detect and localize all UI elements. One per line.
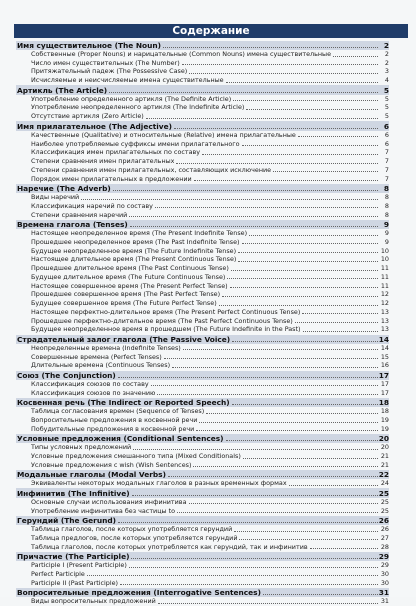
dot-leader bbox=[87, 575, 378, 576]
toc-entry-title: Participle II (Past Participle) bbox=[31, 578, 119, 587]
dot-leader bbox=[164, 358, 378, 359]
toc-entry-title: Наречие (The Adverb) bbox=[17, 183, 111, 193]
toc-subsection-row bbox=[16, 157, 389, 166]
dot-leader bbox=[238, 261, 378, 262]
toc-entry-title: Число имен существительных (The Number) bbox=[31, 58, 180, 67]
dot-leader bbox=[151, 385, 378, 386]
toc-subsection-row bbox=[16, 597, 389, 606]
dot-leader bbox=[168, 476, 378, 477]
toc-entry-title: Виды вопросительных предложений bbox=[31, 597, 156, 606]
dot-leader bbox=[189, 503, 379, 504]
toc-subsection-row bbox=[16, 443, 389, 452]
toc-page-number: 27 bbox=[380, 533, 389, 542]
dot-leader bbox=[81, 199, 378, 200]
toc-section-row bbox=[16, 371, 389, 380]
toc-page-number: 7 bbox=[384, 148, 389, 157]
toc-subsection-row bbox=[16, 290, 389, 299]
toc-page-number: 18 bbox=[380, 407, 389, 416]
toc-entry-title: Таблица глаголов, после которых употребляется герундий bbox=[31, 525, 233, 534]
toc-subsection-row bbox=[16, 344, 389, 353]
toc-page-number: 20 bbox=[378, 434, 389, 444]
dot-leader bbox=[233, 100, 378, 101]
toc-entry-title: Модальные глаголы (Modal Verbs) bbox=[17, 470, 166, 480]
toc-section-row bbox=[16, 184, 389, 193]
toc-subsection-row bbox=[16, 578, 389, 587]
toc-entry-title: Классификация союзов по составу bbox=[31, 379, 149, 388]
toc-entry-title: Настоящее перфектно-длительное время (The Present Perfect Continuous Tense) bbox=[31, 307, 301, 316]
dot-leader bbox=[242, 243, 378, 244]
toc-entry-title: Косвенная речь (The Indirect or Reported Speech) bbox=[17, 398, 230, 407]
toc-page-number: 9 bbox=[384, 229, 389, 238]
toc-entry-title: Прошедшее длительное время (The Past Continuous Tense) bbox=[31, 264, 229, 273]
dot-leader bbox=[226, 82, 378, 83]
toc-page-number: 12 bbox=[380, 299, 389, 308]
toc-page-number: 21 bbox=[380, 460, 389, 469]
toc-page-number: 21 bbox=[380, 451, 389, 460]
toc-section-row bbox=[16, 398, 389, 407]
toc-entry-title: Порядок имен прилагательных в предложении bbox=[31, 174, 192, 183]
dot-leader bbox=[194, 180, 378, 181]
toc-page-number: 2 bbox=[384, 49, 389, 58]
toc-entry-title: Имя прилагательное (The Adjective) bbox=[17, 121, 172, 131]
dot-leader bbox=[157, 394, 378, 395]
toc-subsection-row bbox=[16, 325, 389, 334]
toc-entry-title: Виды наречий bbox=[31, 193, 80, 202]
toc-page-number: 19 bbox=[380, 415, 389, 424]
toc-entry-title: Основные случаи использования инфинитива bbox=[31, 497, 187, 506]
dot-leader bbox=[118, 522, 378, 523]
toc-page-number: 5 bbox=[384, 94, 389, 103]
toc-entry-title: Условные предложения с wish (Wish Sentences) bbox=[31, 460, 192, 469]
toc-subsection-row bbox=[16, 479, 389, 488]
dot-leader bbox=[227, 278, 378, 279]
toc-subsection-row bbox=[16, 174, 389, 183]
toc-subsection-row bbox=[16, 308, 389, 317]
toc-subsection-row bbox=[16, 139, 389, 148]
toc-page-number: 13 bbox=[380, 307, 389, 316]
toc-section-row bbox=[16, 434, 389, 443]
toc-entry-title: Употребление определенного артикля (The Definite Article) bbox=[31, 94, 232, 103]
dot-leader bbox=[246, 109, 378, 110]
toc-page-number: 17 bbox=[380, 388, 389, 397]
toc-entry-title: Длительные времена (Continuous Tenses) bbox=[31, 361, 171, 370]
dot-leader bbox=[176, 163, 378, 164]
toc-section-row bbox=[16, 488, 389, 497]
dot-leader bbox=[131, 558, 377, 559]
toc-page-number: 31 bbox=[380, 597, 389, 606]
toc-page-number: 6 bbox=[383, 121, 389, 131]
toc-page-number: 5 bbox=[384, 103, 389, 112]
toc-page-number: 31 bbox=[378, 587, 389, 597]
toc-section-row bbox=[16, 588, 389, 597]
toc-entry-title: Прошедшее совершенное время (The Past Perfect Tense) bbox=[31, 290, 221, 299]
toc-entry-title: Притяжательный падеж (The Possessive Case) bbox=[31, 67, 188, 76]
dot-leader bbox=[231, 270, 378, 271]
toc-entry-title: Степени сравнения наречий bbox=[31, 210, 128, 219]
toc-subsection-row bbox=[16, 380, 389, 389]
toc-entry-title: Условные предложения (Conditional Sentences) bbox=[17, 434, 224, 444]
dot-leader bbox=[177, 512, 378, 513]
toc-entry-title: Perfect Participle bbox=[31, 569, 85, 578]
dot-leader bbox=[133, 449, 378, 450]
dot-leader bbox=[199, 422, 378, 423]
dot-leader bbox=[302, 313, 378, 314]
toc-subsection-row bbox=[16, 534, 389, 543]
toc-entry-title: Страдательный залог глагола (The Passive Voice) bbox=[17, 334, 231, 344]
toc-page-number: 22 bbox=[378, 470, 389, 480]
toc-subsection-row bbox=[16, 246, 389, 255]
toc-subsection-row bbox=[16, 50, 389, 59]
dot-leader bbox=[206, 413, 378, 414]
dot-leader bbox=[238, 252, 378, 253]
toc-page-number: 30 bbox=[380, 578, 389, 587]
toc-page-number: 10 bbox=[380, 246, 389, 255]
dot-leader bbox=[239, 539, 378, 540]
dot-leader bbox=[234, 531, 378, 532]
toc-subsection-row bbox=[16, 452, 389, 461]
toc-entry-title: Прошедшее перфектно-длительное время (The Past Perfect Continuous Tense) bbox=[31, 316, 293, 325]
toc-subsection-row bbox=[16, 407, 389, 416]
toc-page-number: 3 bbox=[384, 67, 389, 76]
page-title: Содержание bbox=[172, 25, 250, 37]
toc-subsection-row bbox=[16, 193, 389, 202]
toc-entry-title: Типы условных предложений bbox=[31, 443, 132, 452]
toc-subsection-row bbox=[16, 273, 389, 282]
toc-page-number: 13 bbox=[380, 316, 389, 325]
toc-page-number: 8 bbox=[384, 193, 389, 202]
toc-page-number: 4 bbox=[384, 76, 389, 85]
dot-leader bbox=[118, 377, 378, 378]
toc-section-row bbox=[16, 516, 389, 525]
toc-page-number: 5 bbox=[384, 112, 389, 121]
toc-subsection-row bbox=[16, 202, 389, 211]
toc-page-number: 7 bbox=[384, 157, 389, 165]
toc-page-number: 14 bbox=[380, 343, 389, 352]
toc-entry-title: Наиболее употребляемые суффиксы имени прилагательного bbox=[31, 139, 240, 148]
table-of-contents bbox=[16, 40, 389, 606]
dot-leader bbox=[232, 341, 378, 342]
toc-subsection-row bbox=[16, 299, 389, 308]
toc-subsection-row bbox=[16, 281, 389, 290]
toc-entry-title: Прошедшее неопределенное время (The Past Indefinite Tense) bbox=[31, 237, 240, 246]
toc-page-number: 9 bbox=[383, 219, 389, 229]
toc-page-number: 8 bbox=[384, 201, 389, 210]
dot-leader bbox=[202, 154, 378, 155]
toc-entry-title: Будущее длительное время (The Future Continuous Tense) bbox=[31, 272, 226, 281]
toc-page-number: 12 bbox=[380, 290, 389, 299]
toc-subsection-row bbox=[16, 361, 389, 370]
dot-leader bbox=[146, 118, 378, 119]
toc-subsection-row bbox=[16, 561, 389, 570]
dot-leader bbox=[158, 603, 378, 604]
toc-page-number: 19 bbox=[380, 424, 389, 433]
toc-entry-title: Отсутствие артикля (Zero Article) bbox=[31, 112, 144, 121]
toc-entry-title: Исчисляемые и неисчисляемые имена существительные bbox=[31, 76, 224, 85]
toc-subsection-row bbox=[16, 59, 389, 68]
toc-entry-title: Классификация союзов по значению bbox=[31, 388, 156, 397]
dot-leader bbox=[333, 56, 378, 57]
toc-page-number: 17 bbox=[378, 370, 389, 380]
dot-leader bbox=[222, 296, 378, 297]
toc-entry-title: Совершенные времена (Perfect Tenses) bbox=[31, 352, 162, 361]
dot-leader bbox=[182, 64, 378, 65]
toc-entry-title: Таблица согласования времен (Sequence of Tenses) bbox=[31, 407, 205, 416]
toc-subsection-row bbox=[16, 229, 389, 238]
dot-leader bbox=[129, 216, 378, 217]
dot-leader bbox=[273, 171, 378, 172]
dot-leader bbox=[120, 584, 378, 585]
toc-entry-title: Причастие (The Participle) bbox=[17, 551, 130, 561]
toc-entry-title: Степени сравнения имен прилагательных bbox=[31, 157, 175, 165]
toc-section-row bbox=[16, 470, 389, 479]
toc-entry-title: Имя существительное (The Noun) bbox=[17, 40, 162, 50]
toc-section-row bbox=[16, 335, 389, 344]
toc-page-number: 11 bbox=[380, 272, 389, 281]
toc-entry-title: Собственные (Proper Nouns) и нарицательные (Common Nouns) имена существительные bbox=[31, 49, 332, 58]
toc-entry-title: Будущее неопределенное время (The Future Indefinite Tense) bbox=[31, 246, 237, 255]
toc-section-row bbox=[16, 220, 389, 229]
toc-subsection-row bbox=[16, 166, 389, 175]
toc-page-number: 7 bbox=[384, 165, 389, 174]
toc-page-number: 10 bbox=[380, 255, 389, 264]
toc-subsection-row bbox=[16, 210, 389, 219]
dot-leader bbox=[249, 235, 378, 236]
toc-subsection-row bbox=[16, 255, 389, 264]
toc-subsection-row bbox=[16, 525, 389, 534]
dot-leader bbox=[242, 145, 378, 146]
toc-page-number: 5 bbox=[383, 85, 389, 95]
toc-entry-title: Будущее совершенное время (The Future Perfect Tense) bbox=[31, 299, 217, 308]
dot-leader bbox=[172, 367, 378, 368]
toc-subsection-row bbox=[16, 506, 389, 515]
dot-leader bbox=[243, 458, 378, 459]
dot-leader bbox=[113, 190, 378, 191]
toc-page-number: 2 bbox=[384, 58, 389, 67]
toc-entry-title: Условные предложения смешанного типа (Mixed Conditionals) bbox=[31, 451, 241, 460]
toc-page-number: 25 bbox=[378, 488, 389, 498]
toc-subsection-row bbox=[16, 76, 389, 85]
toc-page-number: 8 bbox=[383, 183, 389, 193]
toc-entry-title: Степени сравнения имен прилагательных, составляющих исключение bbox=[31, 165, 272, 174]
dot-leader bbox=[129, 567, 378, 568]
toc-section-row bbox=[16, 121, 389, 130]
toc-section-row bbox=[16, 41, 389, 50]
toc-subsection-row bbox=[16, 112, 389, 121]
dot-leader bbox=[163, 47, 378, 48]
toc-page-number: 6 bbox=[384, 139, 389, 148]
toc-entry-title: Неопределенные времена (Indefinite Tenses) bbox=[31, 343, 181, 352]
dot-leader bbox=[193, 466, 378, 467]
toc-entry-title: Настоящее совершенное время (The Present Perfect Tense) bbox=[31, 281, 228, 290]
dot-leader bbox=[109, 92, 378, 93]
toc-entry-title: Вопросительные предложения (Interrogative Sentences) bbox=[17, 587, 261, 597]
toc-section-row bbox=[16, 85, 389, 94]
dot-leader bbox=[230, 287, 378, 288]
toc-subsection-row bbox=[16, 131, 389, 140]
dot-leader bbox=[130, 226, 378, 227]
toc-entry-title: Таблица предлогов, после которых употребляется герундий bbox=[31, 533, 238, 542]
toc-subsection-row bbox=[16, 570, 389, 579]
toc-page-number: 20 bbox=[380, 443, 389, 452]
dot-leader bbox=[226, 440, 378, 441]
dot-leader bbox=[310, 548, 378, 549]
toc-page-number: 30 bbox=[380, 569, 389, 578]
dot-leader bbox=[189, 73, 378, 74]
dot-leader bbox=[298, 136, 378, 137]
dot-leader bbox=[303, 331, 378, 332]
toc-entry-title: Вопросительные предложения в косвенной речи bbox=[31, 415, 198, 424]
dot-leader bbox=[289, 485, 378, 486]
toc-subsection-row bbox=[16, 95, 389, 104]
toc-entry-title: Настоящее длительное время (The Present Continuous Tense) bbox=[31, 255, 237, 264]
toc-entry-title: Употребление неопределенного артикля (The Indefinite Article) bbox=[31, 103, 245, 112]
toc-page-number: 11 bbox=[380, 281, 389, 290]
dot-leader bbox=[196, 430, 378, 431]
toc-page-number: 7 bbox=[384, 174, 389, 183]
toc-page-number: 26 bbox=[378, 515, 389, 525]
toc-entry-title: Качественные (Qualitative) и относительные (Relative) имена прилагательные bbox=[31, 130, 296, 139]
toc-subsection-row bbox=[16, 498, 389, 507]
dot-leader bbox=[219, 305, 378, 306]
dot-leader bbox=[132, 495, 378, 496]
toc-subsection-row bbox=[16, 388, 389, 397]
toc-subsection-row bbox=[16, 416, 389, 425]
toc-subsection-row bbox=[16, 238, 389, 247]
toc-page-number: 29 bbox=[380, 561, 389, 570]
toc-subsection-row bbox=[16, 264, 389, 273]
toc-page-number: 25 bbox=[380, 506, 389, 515]
toc-page-number: 15 bbox=[380, 352, 389, 361]
dot-leader bbox=[174, 128, 378, 129]
toc-page-number: 13 bbox=[380, 325, 389, 334]
toc-subsection-row bbox=[16, 425, 389, 434]
toc-entry-title: Артикль (The Article) bbox=[17, 85, 108, 95]
toc-entry-title: Герундий (The Gerund) bbox=[17, 515, 117, 525]
title-bar bbox=[14, 24, 408, 38]
toc-entry-title: Инфинитив (The Infinitive) bbox=[17, 488, 130, 498]
toc-page-number: 6 bbox=[384, 130, 389, 139]
toc-page-number: 16 bbox=[380, 361, 389, 370]
toc-entry-title: Будущее неопределенное время в прошедшем (The Future Indefinite in the Past) bbox=[31, 325, 301, 334]
toc-entry-title: Participle I (Present Participle) bbox=[31, 561, 127, 570]
toc-entry-title: Эквиваленты некоторых модальных глаголов в разных временных формах bbox=[31, 479, 287, 488]
toc-subsection-row bbox=[16, 316, 389, 325]
toc-entry-title: Союз (The Conjunction) bbox=[17, 370, 116, 380]
toc-entry-title: Настоящее неопределенное время (The Present Indefinite Tense) bbox=[31, 229, 248, 238]
toc-page-number: 29 bbox=[378, 551, 389, 561]
toc-entry-title: Употребление инфинитива без частицы to bbox=[31, 506, 176, 515]
toc-subsection-row bbox=[16, 148, 389, 157]
toc-page-number: 9 bbox=[384, 237, 389, 246]
toc-entry-title: Таблица глаголов, после которых употребляется как герундий, так и инфинитив bbox=[31, 542, 308, 551]
toc-page-number: 26 bbox=[380, 525, 389, 534]
toc-page-number: 14 bbox=[378, 334, 389, 344]
dot-leader bbox=[155, 207, 378, 208]
toc-subsection-row bbox=[16, 542, 389, 551]
toc-page-number: 18 bbox=[378, 398, 389, 407]
toc-subsection-row bbox=[16, 352, 389, 361]
toc-section-row bbox=[16, 552, 389, 561]
toc-subsection-row bbox=[16, 103, 389, 112]
dot-leader bbox=[232, 404, 378, 405]
toc-page-number: 8 bbox=[384, 210, 389, 219]
toc-subsection-row bbox=[16, 67, 389, 76]
toc-entry-title: Времена глагола (Tenses) bbox=[17, 219, 128, 229]
dot-leader bbox=[295, 322, 378, 323]
toc-entry-title: Классификация наречий по составу bbox=[31, 201, 153, 210]
dot-leader bbox=[183, 349, 378, 350]
toc-page-number: 2 bbox=[383, 40, 389, 50]
toc-page-number: 17 bbox=[380, 379, 389, 388]
toc-page-number: 11 bbox=[380, 264, 389, 273]
toc-page-number: 24 bbox=[380, 479, 389, 488]
toc-page-number: 28 bbox=[380, 542, 389, 551]
toc-entry-title: Классификация имен прилагательных по составу bbox=[31, 148, 201, 157]
dot-leader bbox=[263, 594, 378, 595]
toc-subsection-row bbox=[16, 461, 389, 470]
toc-page-number: 25 bbox=[380, 497, 389, 506]
toc-entry-title: Побудительные предложения в косвенной речи bbox=[31, 424, 195, 433]
